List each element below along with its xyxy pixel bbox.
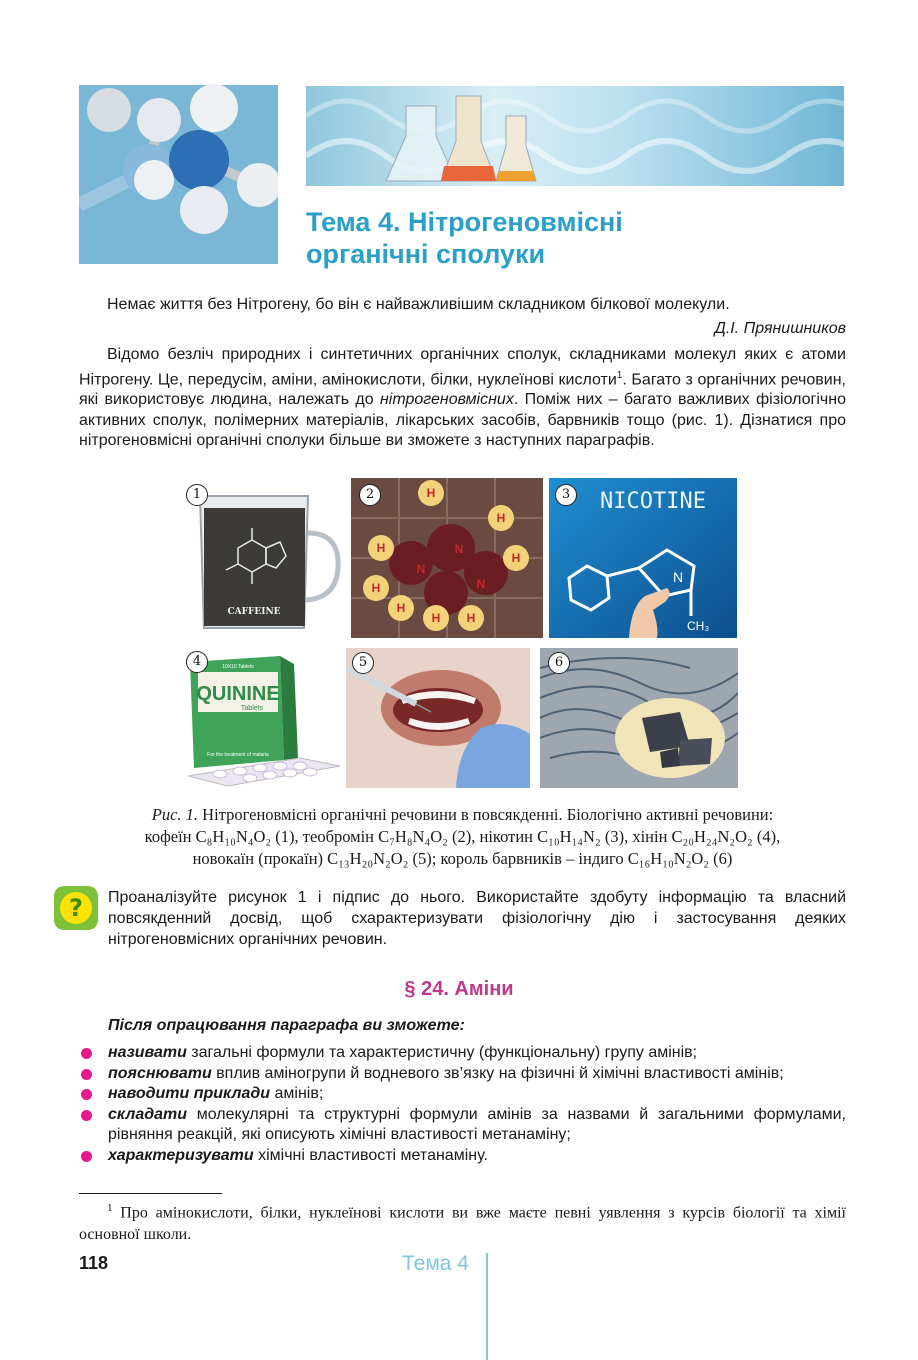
nicotine-methyl-label: CH₃: [687, 619, 710, 633]
epigraph: [79, 293, 846, 341]
question-icon: [54, 886, 98, 930]
running-title: Тема 4: [402, 1252, 469, 1275]
goal-text: вплив аміногрупи й водневого зв’язку на фізичні й хімічні властивості амінів;: [211, 1064, 784, 1082]
quinine-pack-bottom: For the treatment of malaria: [207, 752, 269, 758]
bullet-icon: [81, 1089, 92, 1100]
atom-label-n: N: [416, 562, 426, 576]
goal-item: [108, 1064, 846, 1085]
goal-text: хімічні властивості метанаміну.: [253, 1146, 488, 1164]
goals-list: [108, 1043, 846, 1166]
caption-line-2: кофеїн C₈H₁₀N₄O₂ (1), теобромін C₇H₈N₄O₂ (2), нікотин C₁₀H₁₄N₂ (3), хінін C₂₀H₂₄N₂O₂ (4),: [144, 827, 781, 846]
header-banner-image: [306, 86, 844, 186]
photo-nicotine: [549, 478, 737, 638]
atom-label-h: H: [371, 581, 381, 595]
figure-number-5: 5: [352, 652, 374, 674]
topic-title-line1: Тема 4. Нітрогеновмісні: [306, 207, 623, 237]
atom-label-h: H: [466, 611, 476, 625]
epigraph-author: Д.І. Прянишников: [714, 320, 846, 337]
intro-text-2: . Багато з органічних речовин, які використовує людина, належать до: [79, 370, 847, 409]
goal-verb: називати: [108, 1044, 187, 1061]
quinine-pack-top: 10X10 Tablets: [222, 664, 254, 670]
footnote: [79, 1197, 846, 1246]
topic-title-line2: органічні сполуки: [306, 239, 546, 269]
goal-verb: характеризувати: [108, 1146, 254, 1164]
epigraph-quote: Немає життя без Нітрогену, бо він є найважливішим складником білкової молекули.: [107, 296, 730, 313]
page-number: 118: [79, 1253, 109, 1273]
bullet-icon: [81, 1048, 92, 1059]
figure-number-4: 4: [186, 651, 208, 673]
goals-heading: Після опрацювання параграфа ви зможете:: [108, 1017, 465, 1034]
atom-label-h: H: [426, 486, 436, 500]
goal-verb: складати: [108, 1105, 188, 1123]
caption-label: Рис. 1.: [151, 805, 199, 824]
bullet-icon: [81, 1151, 92, 1162]
intro-emphasis: нітрогеновмісних: [379, 391, 514, 409]
intro-text-1: Відомо безліч природних і синтетичних органічних сполук, складниками молекул яких є атоми Нітрогену. Це, передусім, аміни, амінокислоти, білки, нуклеїнові кислоти: [79, 346, 846, 388]
quinine-sub-label: Tablets: [240, 705, 264, 712]
atom-label-h: H: [496, 511, 506, 525]
goal-item: [108, 1146, 846, 1167]
footer-divider: [486, 1253, 488, 1360]
photo-novocaine: [346, 648, 530, 788]
quinine-label: QUININE: [196, 683, 280, 705]
intro-text-3: . Поміж них – багато важливих фізіологічно активних сполук, полімерних матеріалів, лікарських засобів, барвників тощо (рис. 1). Дізнатися про нітрогеновмісні органічні сполуки більше ви зможете з наступних параграфів.: [79, 391, 847, 450]
atom-label-h: H: [431, 611, 441, 625]
paragraph-title: § 24. Аміни: [404, 978, 514, 1000]
nicotine-label: NICOTINE: [600, 489, 706, 514]
photo-theobromine: [351, 478, 543, 638]
topic-title: [306, 206, 846, 270]
atom-label-h: H: [396, 601, 406, 615]
figure-number-6: 6: [548, 652, 570, 674]
photo-quinine: [180, 648, 342, 788]
caffeine-label: CAFFEINE: [227, 607, 281, 617]
footnote-ref: 1: [616, 369, 623, 381]
question-mark: ?: [60, 892, 92, 924]
bullet-icon: [81, 1069, 92, 1080]
caption-line-1: Нітрогеновмісні органічні речовини в повсякденні. Біологічно активні речовини:: [198, 805, 774, 824]
figure-caption: [79, 804, 846, 870]
goal-text: молекулярні та структурні формули амінів за назвами й загальними формулами, рівняння реакцій, які описують хімічні властивості метанаміну;: [108, 1105, 846, 1143]
nicotine-n-label: N: [673, 569, 684, 585]
figure-number-2: 2: [359, 484, 381, 506]
goal-item: [108, 1043, 846, 1064]
atom-label-h: H: [376, 541, 386, 555]
figure-number-1: 1: [186, 484, 208, 506]
goal-text: амінів;: [270, 1085, 324, 1102]
goal-item: [108, 1105, 846, 1146]
footnote-mark: 1: [107, 1202, 113, 1214]
photo-caffeine: [180, 478, 342, 638]
task-text: Проаналізуйте рисунок 1 і підпис до нього. Використайте здобуту інформацію та власний повсякденний досвід, щоб схарактеризувати фізіологічну дію і застосування деяких нітрогеновмісних органічних речовин.: [108, 889, 846, 948]
photo-indigo: [540, 648, 738, 788]
goal-verb: наводити приклади: [108, 1085, 271, 1102]
atom-label-n: N: [454, 542, 464, 556]
atom-label-h: H: [511, 551, 521, 565]
bullet-icon: [81, 1110, 92, 1121]
header-molecule-image: [79, 0, 278, 264]
footnote-divider: [79, 1193, 222, 1194]
figure-number-3: 3: [555, 484, 577, 506]
goal-text: загальні формули та характеристичну (функціональну) групу амінів;: [186, 1044, 698, 1061]
footnote-text: Про амінокислоти, білки, нуклеїнові кислоти ви вже маєте певні уявлення з курсів біології та хімії основної школи.: [79, 1204, 846, 1244]
atom-label-n: N: [476, 577, 486, 591]
goal-verb: пояснювати: [108, 1064, 212, 1082]
goal-item: [108, 1084, 846, 1105]
intro-paragraph: [79, 345, 846, 452]
caption-line-3: новокаїн (прокаїн) C₁₃H₂₀N₂O₂ (5); король барвників – індиго C₁₆H₁₀N₂O₂ (6): [192, 849, 733, 868]
